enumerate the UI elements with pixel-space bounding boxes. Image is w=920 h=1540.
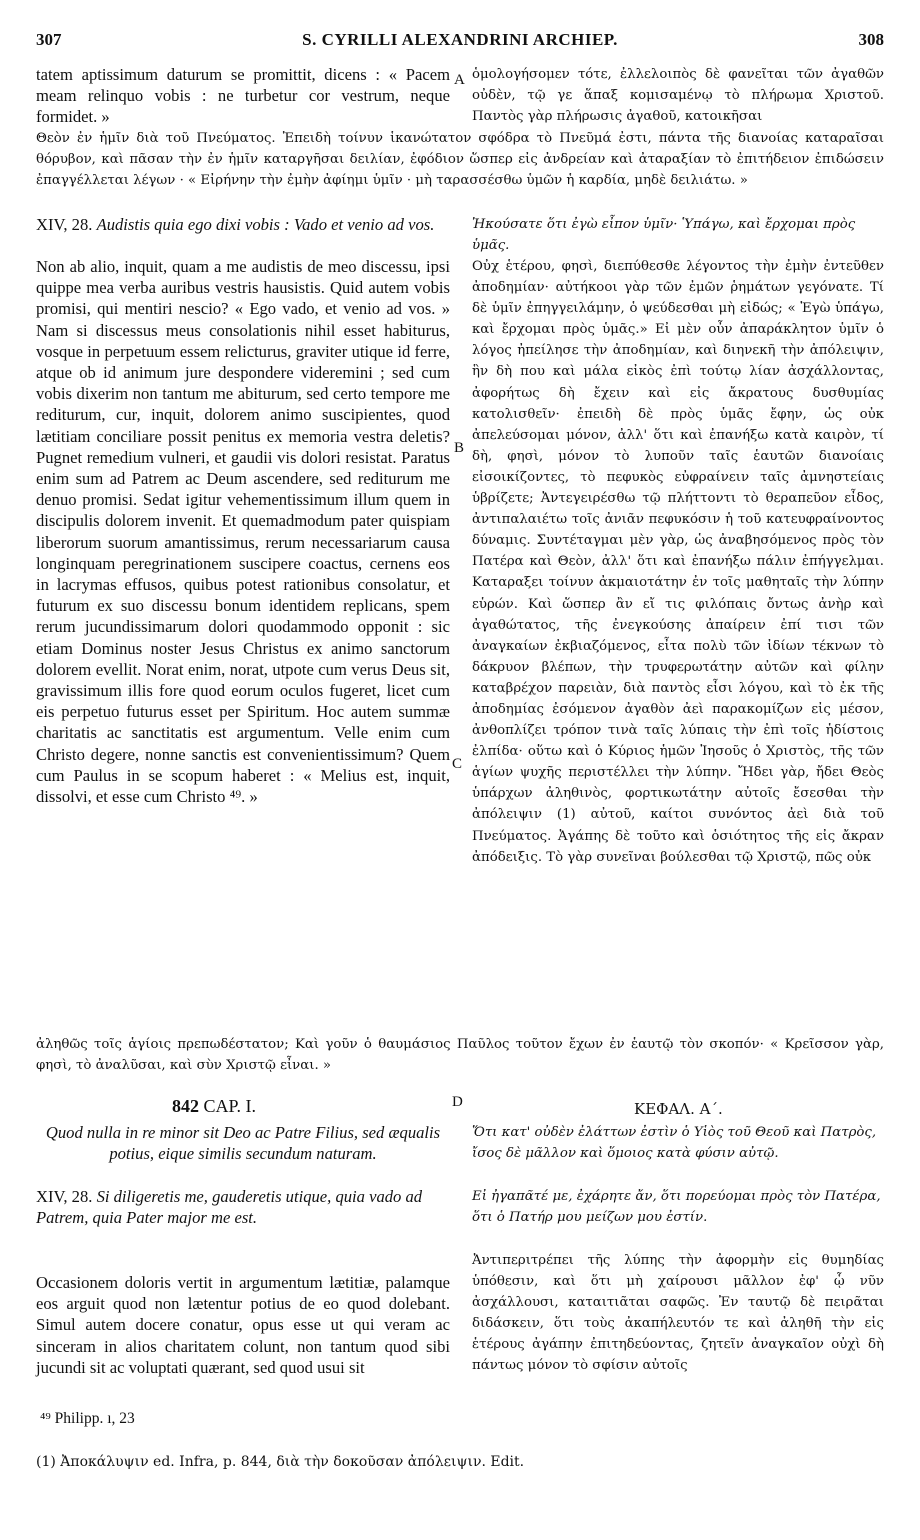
latin-chapter-summary: Quod nulla in re minor sit Deo ac Patre Filius, sed æqualis potius, eique similis secundum naturam. [45,1123,441,1164]
latin-verse-2 [36,1186,450,1228]
latin-verse-1-text: Audistis quia ego dixi vobis : Vado et venio ad vos. [96,215,435,234]
latin-chapter-title: CAP. I. [203,1096,257,1116]
footnote-greek: (1) Ἀποκάλυψιν ed. Infra, p. 844, διὰ τὴν δοκοῦσαν ἀπόλειψιν. Edit. [36,1454,525,1470]
margin-marker-b: B [454,440,465,456]
greek-body-2: Ἀντιπεριτρέπει τῆς λύπης τὴν ἀφορμὴν εἰς θυμηδίας ὑπόθεσιν, καὶ ὅτι μὴ χαίρουσι μᾶλλον ἐφ' ᾧ νῦν ἀσχάλλουσι, καταιτιᾶται σαφῶς. Ἐν ταυτῷ δὲ πειρᾶται διδάσκειν, ὅτι τοὺς ἀκαπήλευτόν τε καὶ ἀληθῆ τὴν εἰς ἑτέρους ἀγάπην ἐπιτηδεύοντας, ζητεῖν ἀναγκαῖον οὐχὶ δὴ πάντως μόνον τὸ σφίσιν αὐτοῖς [472,1253,884,1374]
latin-chapter-heading [172,1096,256,1117]
margin-marker-d: D [452,1094,463,1110]
greek-full-continuation: ἀληθῶς τοῖς ἁγίοις πρεπωδέστατον; Καὶ γοῦν ὁ θαυμάσιος Παῦλος τοῦτον ἔχων ἐν ἑαυτῷ τὸν σκοπόν· « Κρεῖσσον γὰρ, φησὶ, τὸ ἀναλῦσαι, καὶ σὺν Χριστῷ εἶναι. » [36,1037,884,1074]
running-title: S. CYRILLI ALEXANDRINI ARCHIEP. [302,30,618,49]
footnote-latin: ⁴⁹ Philipp. ı, 23 [40,1410,135,1427]
page-header [36,30,884,54]
top-greek-full-text: Θεὸν ἐν ἡμῖν διὰ τοῦ Πνεύματος. Ἐπειδὴ τοίνυν ἱκανώτατον σφόδρα τὸ Πνεῦμά ἐστι, πάντα τῆς διανοίας καταραῖσαι θόρυβον, καὶ πᾶσαν τὴν ἐν ἡμῖν καταργῆσαι δειλίαν, ἐφόδιον ὥσπερ εἰς ἀνδρείαν καὶ ἀταραξίαν τὸ ἐπιτήδειον ἐπιδώσειν ἐπαγγέλλεται λέγων · « Εἰρήνην τὴν ἐμὴν ἀφίημι ὑμῖν · μὴ ταρασσέσθω ὑμῶν ἡ καρδία, μηδὲ δειλιάτω. » [36,131,884,189]
page-number-left: 307 [36,30,62,49]
latin-verse-1 [36,214,450,235]
latin-body-1: Non ab alio, inquit, quam a me audistis de meo discessu, ipsi quippe mea verba auribus vestris hausistis. Quid autem vobis promisi, qui mentiri nescio? « Ego vado, et venio ad vos. » Nam si discessus meus consolationis nihil esset habiturus, vosque in perpetuum essem relicturus, graviter utique id ferre, atque ob id animum jure despondere videremini ; sed cum vobis dixerim non tantum me abiturum, sed certo tempore me rediturum, cur, inquit, dolorem animo suscipientes, quod lætitiam conciliare possit penitus ex memoria vestra deletis? Pugnet remedium vulneri, et gaudii vis dolori resistat. Paratus enim sum ad Patrem ac Deum ascendere, sed rediturum me denuo promisi. Sedat igitur vehementissimum illum quem in discipulis dolorem invenit. Et quemadmodum pater quispiam liberorum suorum amantissimus, rerum necessariarum causa longinquam peregrinationem suscipere coactus, cernens eos in lacrymas effusos, quibus potest rationibus consolatur, et futurum ex suo discessu bonum identidem replicans, spem rerum jucundissimarum dolori quodammodo opponit : sic etiam Dominus noster Jesus Christus ex animo sanctorum dolorem evellit. Norat enim, norat, utpote cum verus Deus sit, gravissimum illis fore quod eorum oculos fugeret, licet cum eis perpetuo futurus esset per Spiritum. Hoc autem summæ charitatis ac sanctitatis est argumentum. Velle enim cum Christo degere, nonne sanctis est convenientissimum? Quem cum Paulus in se scopum haberet : « Melius est, inquit, dissolvi, et esse cum Christo ⁴⁹. » [36,257,450,807]
margin-marker-a: A [454,72,465,88]
greek-body-1: Οὐχ ἑτέρου, φησὶ, διεπύθεσθε λέγοντος τὴν ἐμὴν ἐντεῦθεν ἀποδημίαν· αὐτήκοοι γὰρ τῶν ἐμῶν ῥημάτων γεγόνατε. Τί δὲ ὑμῖν ἐπηγγειλάμην, ὁ ψεύδεσθαι μὴ εἰδώς; « Ἐγὼ ὑπάγω, καὶ ἔρχομαι πρὸς ὑμᾶς.» Εἰ μὲν οὖν ἀπαράκλητον ὑμῖν ὁ λόγος ἠπείλησε τὴν ἀποδημίαν, καὶ διηνεκῆ τὴν ἀπόλειψιν, ἣν δὴ που καὶ μάλα εἰκὸς ἐπὶ τούτῳ λίαν ἀσχάλλοντας, ἀφορήτως δὴ ἔχειν καὶ εἰς ἄκρατους δυσθυμίας κατολισθεῖν· ἐπειδὴ δὲ πρὸς ὑμᾶς ἔφην, ὡς οὐκ ἀπελεύσομαι μόνον, ἀλλ' ὅτι καὶ ἐπανήξω κατὰ καιρὸν, τί δὴ, φησὶ, μόνον τὸ λυποῦν ταῖς ἑαυτῶν διανοίαις εἰσοικίζοντες, τὸ πεφυκὸς εὐφραίνειν ταῖς ἀμνηστείαις ὑβρίζετε; Ἀντεγειρέσθω τῷ πλήττοντι τὸ θεραπεῦον εἶδος, ἀντιπαλαιέτω τοῖς ἀνιᾶν πεφυκόσιν ἡ τοῦ κατευφραίνοντος δύναμις. Συντέταγμαι μὲν γὰρ, ὡς ἀναβησόμενος πρὸς τὸν Πατέρα καὶ Θεὸν, ἀλλ' ὅτι καὶ ἐπανήξω πάλιν ἐπήγγελμαι. Καταραξει τοίνυν ἀκμαιοτάτην ἐν τοῖς μαθηταῖς τὴν λύπην εὑρών. Καὶ ὥσπερ ἂν εἴ τις φιλόπαις ὄντως ἀνὴρ καὶ ἀγαθώτατος, τῆς ἐνεγκούσης ἀπαίρειν ἐπί τισι τῶν ἀναγκαίων ἐκβιαζόμενος, εἶτα πολὺ τῶν ἰδίων τέκνων τὸ δάκρυον βλέπων, τὴν τρυφερωτάτην αὐτῶν καὶ φίλην καταβρέχον παρειὰν, διὰ παντὸς εἶσι λόγου, καὶ τὸ ἐκ τῆς ἀποδημίας ἐσόμενον ἀγαθὸν ἀεὶ παρακομίζων εἰς μέσον, ἀνθοπλίζει τρόπον τινὰ ταῖς λύπαις τὴν ἐπὶ τοῖς ἡδίστοις ἐλπίδα· οὕτω καὶ ὁ Κύριος ἡμῶν Ἰησοῦς ὁ Χριστὸς, τῆς τῶν ἁγίων ψυχῆς περιστέλλει τὴν λύπην. Ἤδει γὰρ, ἤδει Θεὸς ὑπάρχων ἀληθινὸς, φορτικωτάτην αὐτοῖς ἔσεσθαι τὴν ἀπόλειψιν (1) αὐτοῦ, καίτοι συνόντος ἀεὶ διὰ τοῦ Πνεύματος. Ἀγάπης δὲ τοῦτο καὶ ὁσιότητος τῆς εἰς ἄκραν ἀπόδειξις. Τὸ γὰρ συνεῖναι βούλεσθαι τῷ Χριστῷ, πῶς οὐκ [472,259,884,865]
latin-body-2: Occasionem doloris vertit in argumentum lætitiæ, palamque eos arguit quod non lætentur potius de eo quod dolebant. Simul autem docere conatur, opus esse ut qui veram ac sinceram in alios charitatem colunt, non tantum quod sibi jucundi sit ac voluptati quærant, sed quod usui sit [36,1273,450,1377]
greek-chapter-title: ΚΕΦΑΛ. Α΄. [634,1100,723,1118]
page-number-right: 308 [858,30,884,49]
latin-verse-2-ref: XIV, 28. [36,1187,93,1206]
top-greek-right-text: ὁμολογήσομεν τότε, ἐλλελοιπὸς δὲ φανεῖται τῶν ἀγαθῶν οὐδὲν, τῷ γε ἅπαξ κομισαμένῳ τὸ πλήρωμα Χριστοῦ. Παντὸς γὰρ πλήρωσις ἀγαθοῦ, κατοικῆσαι [472,67,884,125]
latin-verse-1-ref: XIV, 28. [36,215,93,234]
greek-chapter-summary: Ὅτι κατ' οὐδὲν ἐλάττων ἐστὶν ὁ Υἱὸς τοῦ Θεοῦ καὶ Πατρὸς, ἴσος δὲ μᾶλλον καὶ ὅμοιος κατὰ φύσιν αὐτῷ. [472,1125,877,1162]
latin-verse-2-text: Si diligeretis me, gauderetis utique, quia vado ad Patrem, quia Pater major me est. [36,1187,423,1228]
column-number: 842 [172,1096,199,1116]
greek-verse-2: Εἰ ἠγαπᾶτέ με, ἐχάρητε ἄν, ὅτι πορεύομαι πρὸς τὸν Πατέρα, ὅτι ὁ Πατήρ μου μείζων μου ἐστίν. [472,1189,881,1226]
top-latin-text: tatem aptissimum daturum se promittit, dicens : « Pacem meam relinquo vobis : ne turbetur cor vestrum, neque formidet. » [36,65,450,127]
margin-marker-c: C [452,756,463,772]
greek-verse-1: Ἠκούσατε ὅτι ἐγὼ εἶπον ὑμῖν· Ὑπάγω, καὶ ἔρχομαι πρὸς ὑμᾶς. [472,217,856,254]
